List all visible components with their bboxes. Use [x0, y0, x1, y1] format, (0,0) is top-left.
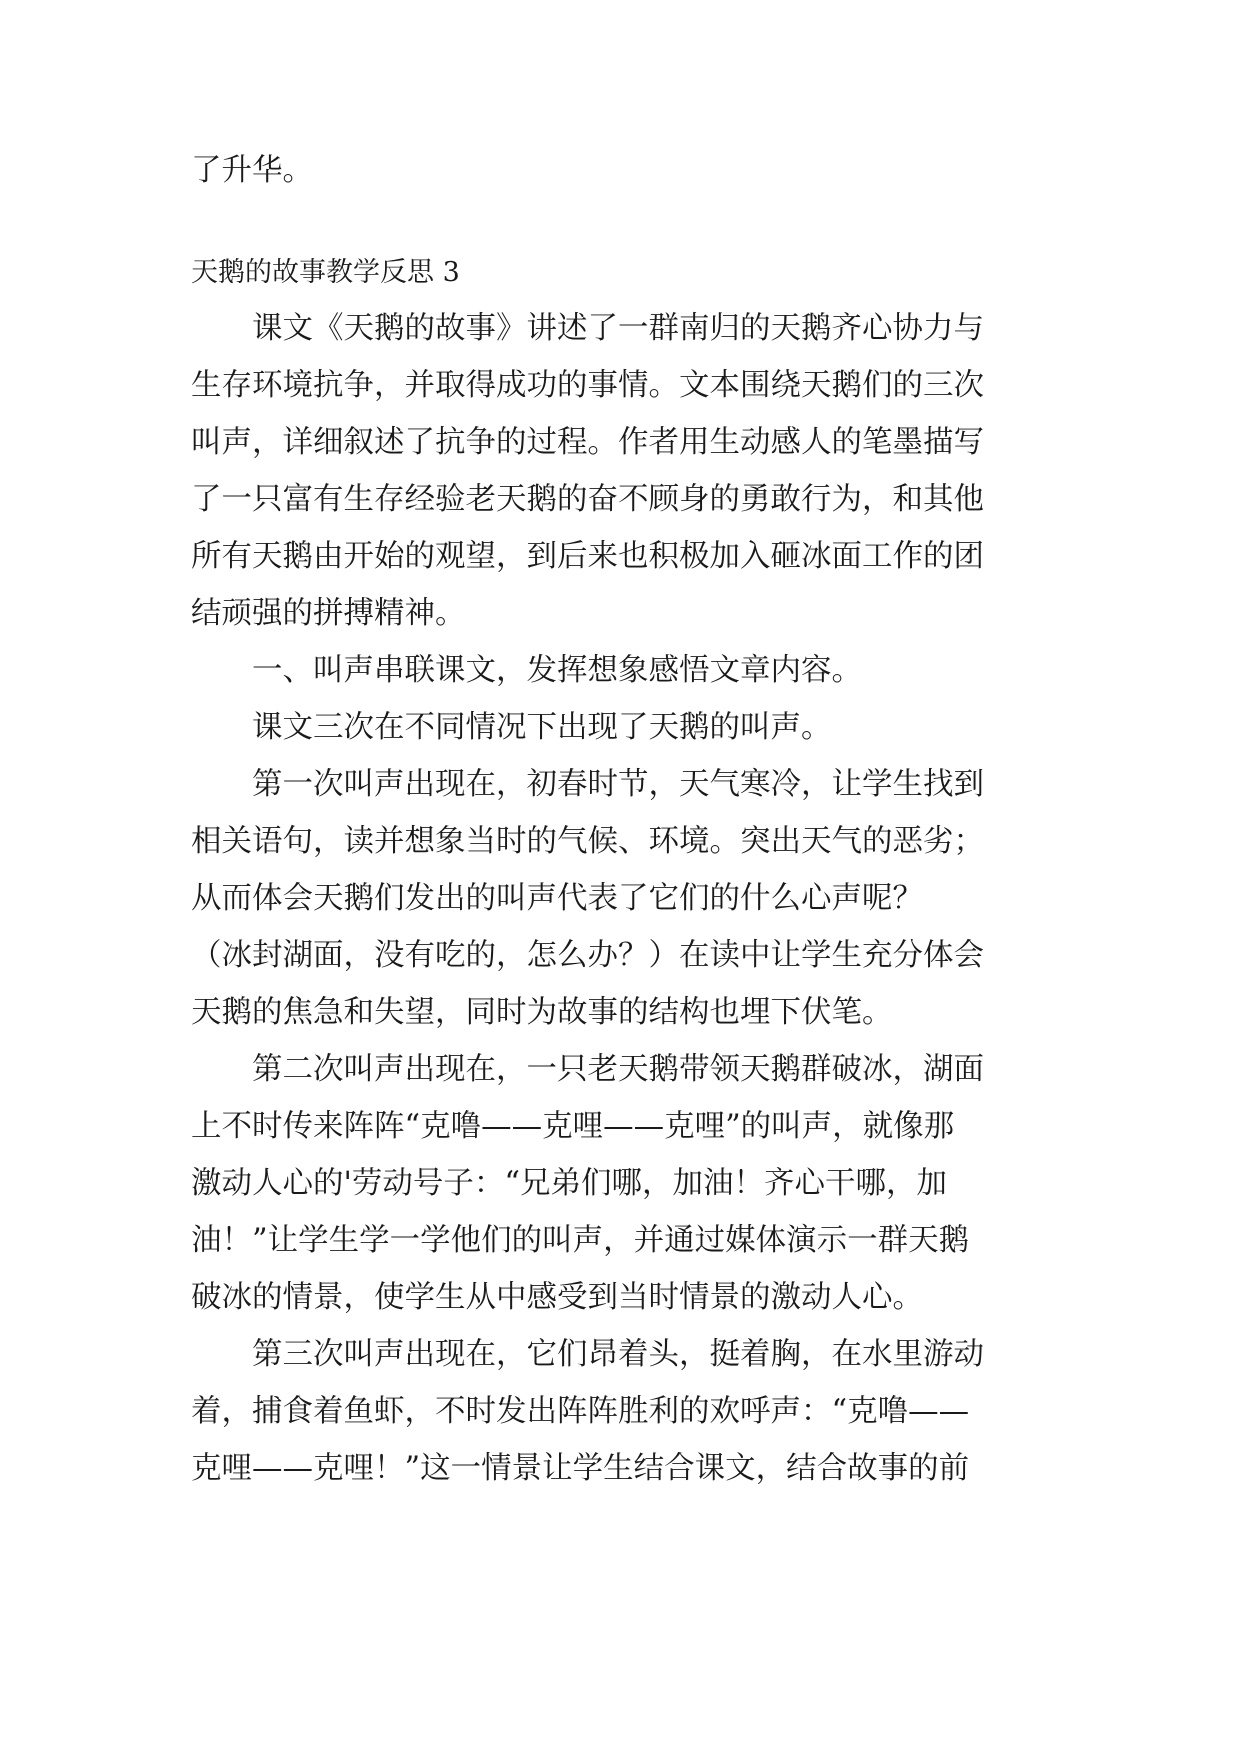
paragraph-line: 第三次叫声出现在，它们昂着头，挺着胸，在水里游动 — [191, 1337, 984, 1372]
paragraph-line: （冰封湖面，没有吃的，怎么办？）在读中让学生充分体会 — [191, 938, 984, 973]
paragraph-line: 破冰的情景，使学生从中感受到当时情景的激动人心。 — [191, 1280, 923, 1315]
section-heading-one: 一、叫声串联课文，发挥想象感悟文章内容。 — [191, 653, 862, 688]
paragraph-line: 第二次叫声出现在，一只老天鹅带领天鹅群破冰，湖面 — [191, 1052, 984, 1087]
paragraph-line: 生存环境抗争，并取得成功的事情。文本围绕天鹅们的三次 — [191, 368, 984, 403]
paragraph-line: 天鹅的焦急和失望，同时为故事的结构也埋下伏笔。 — [191, 995, 893, 1030]
paragraph-line: 上不时传来阵阵“克噜——克哩——克哩”的叫声，就像那 — [191, 1109, 955, 1144]
paragraph-line: 油！”让学生学一学他们的叫声，并通过媒体演示一群天鹅 — [191, 1223, 970, 1258]
paragraph-line: 激动人心的'劳动号子：“兄弟们哪，加油！齐心干哪，加 — [191, 1166, 947, 1201]
paragraph-line: 结顽强的拼搏精神。 — [191, 596, 466, 631]
paragraph-line: 叫声，详细叙述了抗争的过程。作者用生动感人的笔墨描写 — [191, 425, 984, 460]
paragraph-line: 克哩——克哩！”这一情景让学生结合课文，结合故事的前 — [191, 1451, 970, 1486]
paragraph-line: 从而体会天鹅们发出的叫声代表了它们的什么心声呢？ — [191, 881, 923, 916]
paragraph-line: 课文三次在不同情况下出现了天鹅的叫声。 — [191, 710, 832, 745]
paragraph-line: 第一次叫声出现在，初春时节，天气寒冷，让学生找到 — [191, 767, 984, 802]
paragraph-line: 着，捕食着鱼虾，不时发出阵阵胜利的欢呼声：“克噜—— — [191, 1394, 970, 1429]
section-title: 天鹅的故事教学反思 3 — [191, 257, 460, 288]
paragraph-line: 课文《天鹅的故事》讲述了一群南归的天鹅齐心协力与 — [191, 311, 984, 346]
paragraph-line: 所有天鹅由开始的观望，到后来也积极加入砸冰面工作的团 — [191, 539, 984, 574]
paragraph-line: 了一只富有生存经验老天鹅的奋不顾身的勇敢行为，和其他 — [191, 482, 984, 517]
text-line-continuation: 了升华。 — [191, 153, 313, 188]
paragraph-line: 相关语句，读并想象当时的气候、环境。突出天气的恶劣； — [191, 824, 984, 859]
